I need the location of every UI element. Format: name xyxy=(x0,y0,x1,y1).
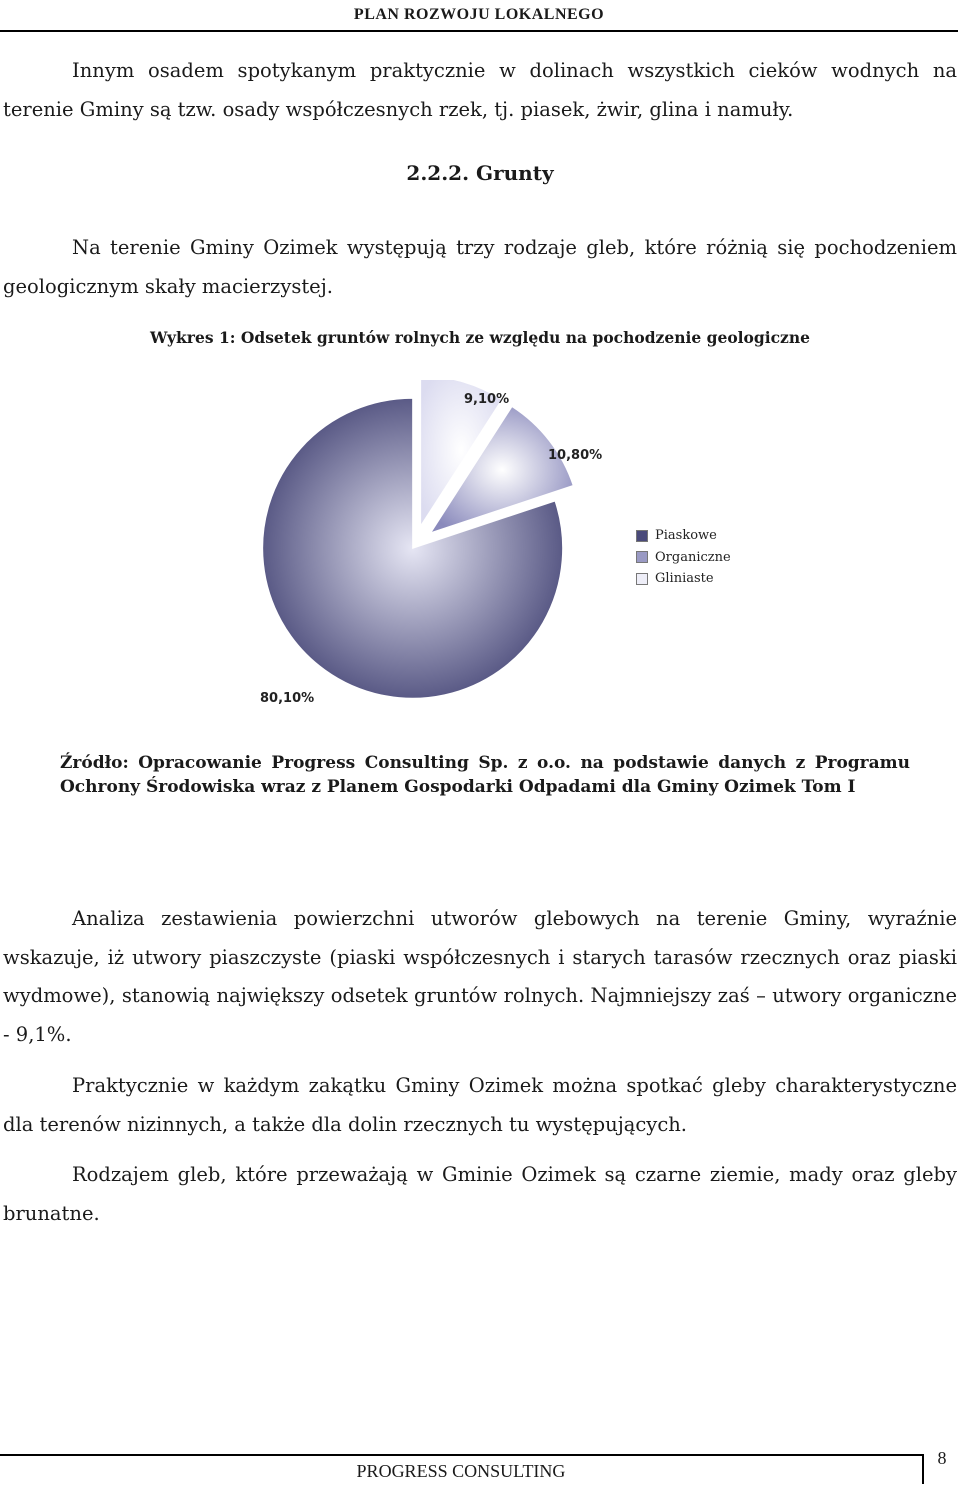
slice-label-piaskowe: 80,10% xyxy=(260,691,315,706)
legend-item-gliniaste xyxy=(636,568,746,590)
page-header xyxy=(0,0,958,32)
legend-swatch xyxy=(636,530,648,542)
paragraph-praktycznie: Praktycznie w każdym zakątku Gminy Ozimek można spotkać gleby charakterystyczne dla terenów nizinnych, a także dla dolin rzecznych tu występujących. xyxy=(3,1074,957,1136)
page-number: 8 xyxy=(937,1448,947,1468)
legend-label: Piaskowe xyxy=(655,528,717,544)
legend-swatch xyxy=(636,573,648,585)
legend-label: Gliniaste xyxy=(655,571,714,587)
paragraph-rodzajem: Rodzajem gleb, które przeważają w Gminie Ozimek są czarne ziemie, mady oraz gleby brunatne. xyxy=(3,1163,957,1225)
legend-label: Organiczne xyxy=(655,549,731,565)
slice-label-organiczne: 10,80% xyxy=(548,448,603,463)
page-footer xyxy=(0,1454,924,1484)
paragraph-analiza: Analiza zestawienia powierzchni utworów glebowych na terenie Gminy, wyraźnie wskazuje, iż utwory piaszczyste (piaski współczesnych i starych tarasów rzecznych oraz piaski wydmowe), stanowią największy odsetek gruntów rolnych. Najmniejszy zaś – utwory organiczne - 9,1%. xyxy=(3,907,957,1046)
paragraph-gleby: Na terenie Gminy Ozimek występują trzy rodzaje gleb, które różnią się pochodzeniem geologicznym skały macierzystej. xyxy=(3,236,957,298)
section-heading: 2.2.2. Grunty xyxy=(406,161,554,185)
paragraph-osady: Innym osadem spotykanym praktycznie w dolinach wszystkich cieków wodnych na terenie Gminy są tzw. osady współczesnych rzek, tj. piasek, żwir, glina i namuły. xyxy=(3,59,957,121)
chart-source: Źródło: Opracowanie Progress Consulting Sp. z o.o. na podstawie danych z Programu Ochrony Środowiska wraz z Planem Gospodarki Odpadami dla Gminy Ozimek Tom I xyxy=(60,753,910,797)
legend-item-organiczne xyxy=(636,547,746,569)
header-title: PLAN ROZWOJU LOKALNEGO xyxy=(353,6,605,23)
legend-swatch xyxy=(636,551,648,563)
footer-text: PROGRESS CONSULTING xyxy=(356,1461,566,1481)
chart-title: Wykres 1: Odsetek gruntów rolnych ze względu na pochodzenie geologiczne xyxy=(149,328,810,347)
chart-legend xyxy=(636,525,746,590)
slice-label-gliniaste: 9,10% xyxy=(464,392,510,407)
legend-item-piaskowe xyxy=(636,525,746,547)
